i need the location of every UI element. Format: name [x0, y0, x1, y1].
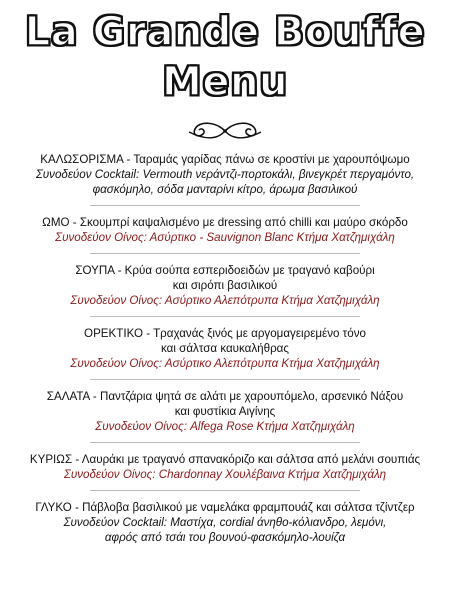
course-description-line [14, 500, 436, 515]
course-name: ΚΑΛΩΣΟΡΙΣΜΑ [40, 153, 124, 166]
course-divider [90, 205, 360, 206]
course-item [14, 500, 436, 545]
wine-pairing: Συνοδεύον Οίνος: Chardonnay Χουλέβαινα Κτήμα Χατζημιχάλη [63, 468, 387, 481]
course-name: ΣΟΥΠΑ [75, 264, 115, 277]
course-description: - Παντζάρια ψητά σε αλάτι με χαρουπόμελο, αρσενικό Νάξου [92, 390, 404, 403]
wine-pairing: Συνοδεύον Οίνος: Alfega Rose Κτήμα Χατζημιχάλη [95, 420, 355, 433]
flourish-ornament-icon [185, 118, 265, 144]
course-description: και φυστίκια Αιγίνης [174, 405, 276, 418]
course-description: - Κρύα σούπα εσπεριδοειδών με τραγανό καβούρι [117, 264, 375, 277]
restaurant-title: La Grande Bouffe [24, 9, 426, 55]
course-description: - Λαυράκι με τραγανό σπανακόριζο και σάλτσα από μελάνι σουπιάς [75, 453, 421, 466]
course-item [14, 452, 436, 482]
cocktail-pairing: Συνοδεύον Cocktail: Vermouth νεράντζι-πορτοκάλι, βινεγκρέτ περγαμόντο, [35, 168, 415, 181]
course-name: ΚΥΡΙΩΣ [29, 453, 73, 466]
course-item [14, 326, 436, 371]
course-description: και σιρόπι βασιλικού [172, 279, 278, 292]
course-description-line [14, 326, 436, 341]
course-description: και σάλτσα καυκαλήθρας [161, 342, 289, 355]
course-divider [90, 490, 360, 491]
wine-pairing: Συνοδεύον Οίνος: Ασύρτικο - Sauvignon Blanc Κτήμα Χατζημιχάλη [55, 231, 395, 244]
course-description: - Σκουμπρί καψαλισμένο με dressing από chilli και μαύρο σκόρδο [72, 216, 408, 229]
course-description-line [14, 152, 436, 167]
course-divider [90, 253, 360, 254]
course-description-line [14, 215, 436, 230]
wine-pairing: Συνοδεύον Οίνος: Ασύρτικο Αλεπότρυπα Κτήμα Χατζημιχάλη [70, 357, 380, 370]
course-item [14, 152, 436, 197]
course-description-line [14, 263, 436, 278]
course-name: ΟΡΕΚΤΙΚΟ [84, 327, 143, 340]
course-name: ΩΜΟ [42, 216, 70, 229]
course-item [14, 263, 436, 308]
course-description: - Πάβλοβα βασιλικού με ναμελάκα φραμπουάζ και σάλτσα τζίντζερ [74, 501, 415, 514]
menu-title: Menu [162, 59, 288, 105]
course-item [14, 389, 436, 434]
cocktail-pairing: αφρός από τσάι του βουνού-φασκόμηλο-λουίζα [104, 531, 346, 544]
course-description-line [14, 452, 436, 467]
course-description-line [14, 404, 436, 419]
course-item [14, 215, 436, 245]
course-name: ΓΛΥΚΟ [35, 501, 72, 514]
course-description-line [14, 389, 436, 404]
cocktail-pairing: Συνοδεύον Cocktail: Μαστίχα, cordial άνηθο-κόλιανδρο, λεμόνι, [63, 516, 387, 529]
course-description-line [14, 341, 436, 356]
course-divider [90, 316, 360, 317]
menu-header [0, 9, 450, 105]
course-name: ΣΑΛΑΤΑ [46, 390, 90, 403]
wine-pairing: Συνοδεύον Οίνος: Ασύρτικο Αλεπότρυπα Κτήμα Χατζημιχάλη [70, 294, 380, 307]
course-description: - Ταραμάς γαρίδας πάνω σε κροστίνι με χαρουπόψωμο [126, 153, 410, 166]
course-description-line [14, 278, 436, 293]
cocktail-pairing: φασκόμηλο, σόδα μανταρίνι κίτρο, άρωμα βασιλικού [92, 183, 358, 196]
course-divider [90, 442, 360, 443]
course-divider [90, 379, 360, 380]
course-list [14, 152, 436, 545]
course-description: - Τραχανάς ξινός με αργομαγειρεμένο τόνο [146, 327, 366, 340]
